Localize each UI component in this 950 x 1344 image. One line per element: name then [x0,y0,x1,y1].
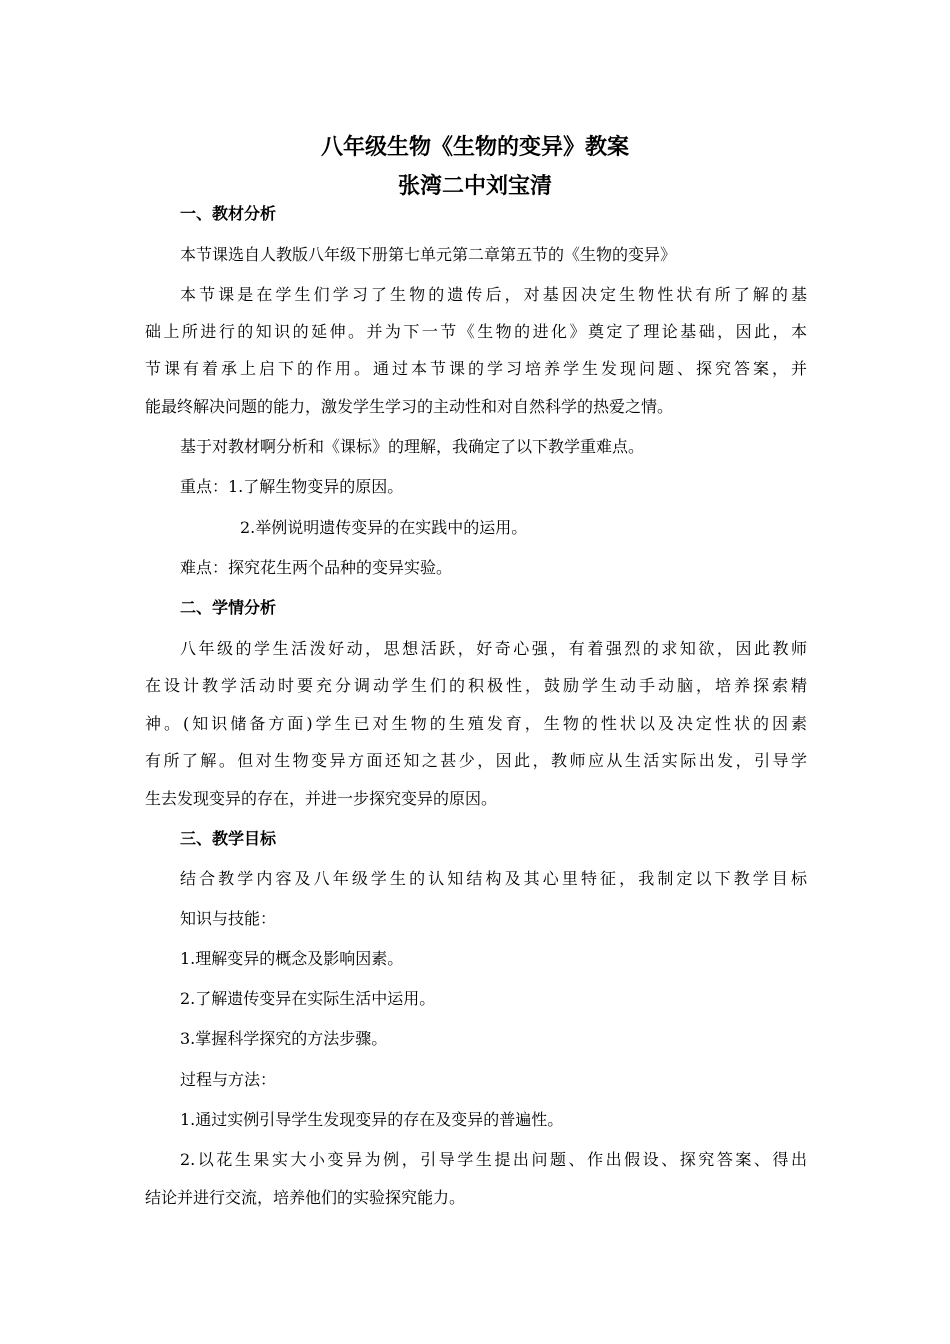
paragraph-line: 节课有着承上启下的作用。通过本节课的学习培养学生发现问题、探究答案，并 [145,359,807,378]
paragraph-line: 结合教学内容及八年级学生的认知结构及其心里特征，我制定以下教学目标 [180,869,807,888]
paragraph-line: 本节课选自人教版八年级下册第七单元第二章第五节的《生物的变异》 [180,245,677,264]
list-item: 2.了解遗传变异在实际生活中运用。 [180,989,436,1008]
paragraph-line: 础上所进行的知识的延伸。并为下一节《生物的进化》奠定了理论基础，因此，本 [145,322,807,341]
list-item: 结论并进行交流，培养他们的实验探究能力。 [145,1188,466,1207]
paragraph-line: 八年级的学生活泼好动，思想活跃，好奇心强，有着强烈的求知欲，因此教师 [180,639,807,658]
difficulty-line: 难点：探究花生两个品种的变异实验。 [180,558,453,577]
paragraph-line: 生去发现变异的存在，并进一步探究变异的原因。 [145,789,498,808]
document-author: 张湾二中刘宝清 [397,174,552,199]
section-heading-textbook-analysis: 一、教材分析 [180,204,277,223]
paragraph-line: 有所了解。但对生物变异方面还知之甚少，因此，教师应从生活实际出发，引导学 [145,751,807,770]
list-item: 3.掌握科学探究的方法步骤。 [180,1029,388,1048]
list-item: 2.以花生果实大小变异为例，引导学生提出问题、作出假设、探究答案、得出 [180,1150,807,1169]
document-title: 八年级生物《生物的变异》教案 [320,135,629,160]
paragraph-line: 基于对教材啊分析和《课标》的理解，我确定了以下教学重难点。 [180,437,645,456]
section-heading-student-analysis: 二、学情分析 [180,598,277,617]
list-item: 1.通过实例引导学生发现变异的存在及变异的普遍性。 [180,1110,564,1129]
subheading-knowledge-skills: 知识与技能： [180,909,277,928]
paragraph-line: 本节课是在学生们学习了生物的遗传后，对基因决定生物性状有所了解的基 [180,285,807,304]
paragraph-line: 能最终解决问题的能力，激发学生学习的主动性和对自然科学的热爱之情。 [145,397,674,416]
list-item: 1.理解变异的概念及影响因素。 [180,949,404,968]
key-point-line: 重点：1.了解生物变异的原因。 [180,477,404,496]
paragraph-line: 神。(知识储备方面)学生已对生物的生殖发育，生物的性状以及决定性状的因素 [145,714,807,733]
key-point-line: 2.举例说明遗传变异的在实践中的运用。 [240,518,528,537]
paragraph-line: 在设计教学活动时要充分调动学生们的积极性，鼓励学生动手动脑，培养探索精 [145,676,807,695]
subheading-process-methods: 过程与方法： [180,1070,277,1089]
section-heading-teaching-goals: 三、教学目标 [180,829,277,848]
